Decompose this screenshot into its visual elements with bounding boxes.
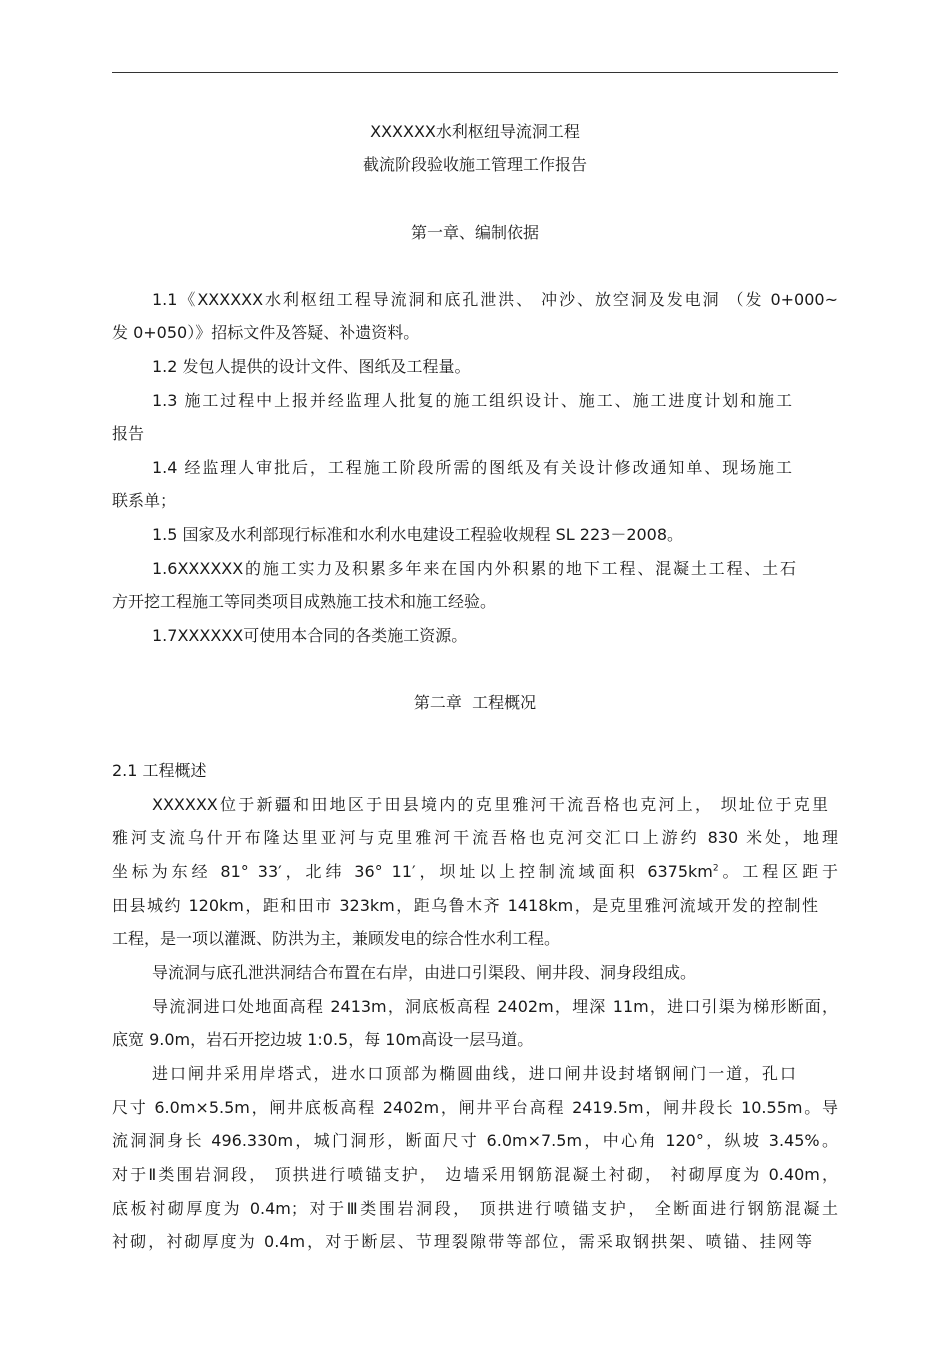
item-1-2: 1.2 发包人提供的设计文件、图纸及工程量。 bbox=[152, 357, 471, 376]
item-1-6-line1: 1.6XXXXXX的施工实力及积累多年来在国内外积累的地下工程、混凝土工程、土石 bbox=[152, 559, 796, 578]
header-rule bbox=[112, 72, 838, 73]
para3-line2: 底宽 9.0m，岩石开挖边坡 1:0.5，每 10m高设一层马道。 bbox=[112, 1030, 534, 1049]
para1-line2: 雅河支流乌什开布隆达里亚河与克里雅河干流吾格也克河交汇口上游约 830 米处，地理 bbox=[112, 828, 838, 847]
para4-line5: 底板衬砌厚度为 0.4m；对于Ⅲ类围岩洞段， 顶拱进行喷锚支护， 全断面进行钢筋混凝土 bbox=[112, 1199, 838, 1218]
item-1-3-line1: 1.3 施工过程中上报并经监理人批复的施工组织设计、施工、施工进度计划和施工 bbox=[152, 391, 792, 410]
item-1-5: 1.5 国家及水利部现行标准和水利水电建设工程验收规程 SL 223－2008。 bbox=[152, 525, 684, 544]
para2: 导流洞与底孔泄洪洞结合布置在右岸，由进口引渠段、闸井段、洞身段组成。 bbox=[152, 963, 697, 982]
para4-line1: 进口闸井采用岸塔式，进水口顶部为椭圆曲线，进口闸井设封堵钢闸门一道，孔口 bbox=[152, 1064, 796, 1083]
chapter2-heading: 第二章 工程概况 bbox=[413, 693, 537, 712]
chapter1-heading: 第一章、编制依据 bbox=[410, 223, 539, 242]
item-1-4-line1: 1.4 经监理人审批后，工程施工阶段所需的图纸及有关设计修改通知单、现场施工 bbox=[152, 458, 792, 477]
para1-line4: 田县城约 120km，距和田市 323km，距乌鲁木齐 1418km，是克里雅河流域开发的控制性 bbox=[112, 896, 818, 915]
doc-title-line2: 截流阶段验收施工管理工作报告 bbox=[362, 155, 587, 174]
item-1-3-line2: 报告 bbox=[112, 424, 145, 443]
para4-line3: 流洞洞身长 496.330m，城门洞形，断面尺寸 6.0m×7.5m，中心角 120°，纵坡 3.45%。 bbox=[112, 1131, 838, 1150]
item-1-4-line2: 联系单； bbox=[112, 491, 177, 510]
item-1-6-line2: 方开挖工程施工等同类项目成熟施工技术和施工经验。 bbox=[112, 592, 497, 611]
para1-line1: XXXXXX位于新疆和田地区于田县境内的克里雅河干流吾格也克河上， 坝址位于克里 bbox=[152, 795, 828, 814]
para1-line5: 工程，是一项以灌溉、防洪为主，兼顾发电的综合性水利工程。 bbox=[112, 929, 561, 948]
para3-line1: 导流洞进口处地面高程 2413m，洞底板高程 2402m，埋深 11m，进口引渠为梯形断面， bbox=[152, 997, 838, 1016]
section-2-1-heading: 2.1 工程概述 bbox=[112, 761, 207, 780]
para4-line4: 对于Ⅱ类围岩洞段， 顶拱进行喷锚支护， 边墙采用钢筋混凝土衬砌， 衬砌厚度为 0.40m， bbox=[112, 1165, 838, 1184]
para4-line6: 衬砌，衬砌厚度为 0.4m，对于断层、节理裂隙带等部位，需采取钢拱架、喷锚、挂网等 bbox=[112, 1232, 812, 1251]
doc-title-line1: XXXXXX水利枢纽导流洞工程 bbox=[370, 122, 580, 141]
item-1-1-line1: 1.1《XXXXXX水利枢纽工程导流洞和底孔泄洪、 冲沙、放空洞及发电洞 （发 0+000~ bbox=[152, 290, 838, 309]
item-1-1-line2: 发 0+050）》招标文件及答疑、补遗资料。 bbox=[112, 323, 420, 342]
para1-line3: 坐标为东经 81° 33′，北纬 36° 11′，坝址以上控制流域面积 $6375km^2$。工程区距于 bbox=[112, 862, 838, 881]
para4-line2: 尺寸 6.0m×5.5m，闸井底板高程 2402m，闸井平台高程 2419.5m，闸井段长 10.55m。导 bbox=[112, 1098, 838, 1117]
item-1-7: 1.7XXXXXX可使用本合同的各类施工资源。 bbox=[152, 626, 468, 645]
